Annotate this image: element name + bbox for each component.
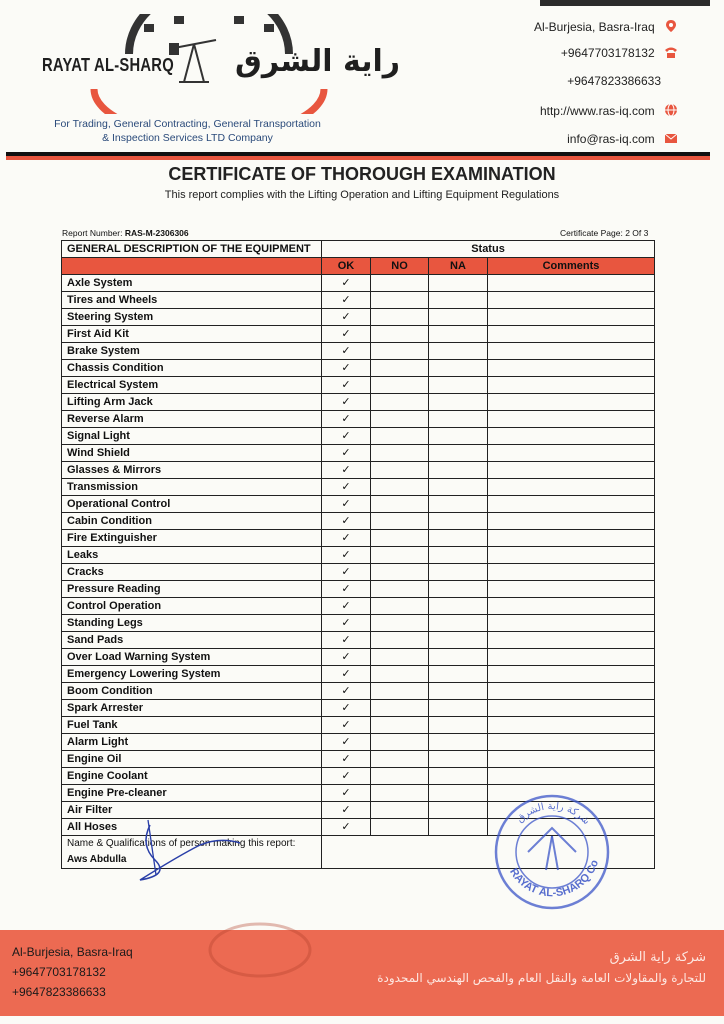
header-na: NA <box>429 258 488 275</box>
ok-check: ✓ <box>322 734 371 751</box>
item-name: Operational Control <box>62 496 322 513</box>
table-row <box>62 768 655 785</box>
ok-check: ✓ <box>322 547 371 564</box>
item-name: Cracks <box>62 564 322 581</box>
ok-check: ✓ <box>322 649 371 666</box>
na-cell <box>429 802 488 819</box>
ok-check: ✓ <box>322 462 371 479</box>
ok-check: ✓ <box>322 428 371 445</box>
brand-name: RAYAT AL-SHARQ <box>42 55 174 75</box>
report-number: Report Number: RAS-M-2306306 <box>62 228 189 238</box>
item-name: Lifting Arm Jack <box>62 394 322 411</box>
header-ok: OK <box>322 258 371 275</box>
no-cell <box>371 700 429 717</box>
comments-cell <box>488 326 655 343</box>
na-cell <box>429 649 488 666</box>
no-cell <box>371 819 429 836</box>
table-row <box>62 496 655 513</box>
no-cell <box>371 292 429 309</box>
item-name: Axle System <box>62 275 322 292</box>
header-divider-orange <box>6 156 710 160</box>
comments-cell <box>488 649 655 666</box>
item-name: Boom Condition <box>62 683 322 700</box>
ok-check: ✓ <box>322 751 371 768</box>
na-cell <box>429 564 488 581</box>
na-cell <box>429 309 488 326</box>
ok-check: ✓ <box>322 326 371 343</box>
item-name: Control Operation <box>62 598 322 615</box>
table-row <box>62 411 655 428</box>
location-pin-icon <box>664 19 678 33</box>
ok-check: ✓ <box>322 598 371 615</box>
comments-cell <box>488 513 655 530</box>
ok-check: ✓ <box>322 564 371 581</box>
na-cell <box>429 598 488 615</box>
no-cell <box>371 479 429 496</box>
item-name: Wind Shield <box>62 445 322 462</box>
ok-check: ✓ <box>322 292 371 309</box>
ok-check: ✓ <box>322 717 371 734</box>
table-row <box>62 598 655 615</box>
table-row <box>62 360 655 377</box>
comments-cell <box>488 615 655 632</box>
item-name: Over Load Warning System <box>62 649 322 666</box>
page-title: CERTIFICATE OF THOROUGH EXAMINATION <box>168 164 556 184</box>
no-cell <box>371 683 429 700</box>
item-name: Spark Arrester <box>62 700 322 717</box>
comments-cell <box>488 292 655 309</box>
no-cell <box>371 411 429 428</box>
no-cell <box>371 581 429 598</box>
ok-check: ✓ <box>322 275 371 292</box>
item-name: Sand Pads <box>62 632 322 649</box>
na-cell <box>429 377 488 394</box>
header-comments: Comments <box>488 258 655 275</box>
top-accent-bar <box>540 0 710 6</box>
item-name: Reverse Alarm <box>62 411 322 428</box>
table-subheader-row <box>62 258 655 275</box>
item-name: Signal Light <box>62 428 322 445</box>
table-row <box>62 700 655 717</box>
item-name: Air Filter <box>62 802 322 819</box>
na-cell <box>429 462 488 479</box>
comments-cell <box>488 564 655 581</box>
phone-icon <box>664 45 678 59</box>
na-cell <box>429 734 488 751</box>
no-cell <box>371 666 429 683</box>
item-name: Cabin Condition <box>62 513 322 530</box>
table-row <box>62 394 655 411</box>
na-cell <box>429 785 488 802</box>
na-cell <box>429 428 488 445</box>
mail-icon <box>664 131 678 145</box>
contact-email <box>567 131 678 146</box>
na-cell <box>429 326 488 343</box>
no-cell <box>371 360 429 377</box>
company-subtitle: For Trading, General Contracting, General Transportation & Inspection Services LTD Company <box>54 118 321 144</box>
ok-check: ✓ <box>322 819 371 836</box>
no-cell <box>371 496 429 513</box>
no-cell <box>371 309 429 326</box>
no-cell <box>371 377 429 394</box>
no-cell <box>371 343 429 360</box>
item-name: Alarm Light <box>62 734 322 751</box>
item-name: Engine Pre-cleaner <box>62 785 322 802</box>
table-row <box>62 649 655 666</box>
brand-name-arabic: راية الشرق <box>235 44 401 79</box>
website-link[interactable]: http://www.ras-iq.com <box>539 104 655 118</box>
ok-check: ✓ <box>322 530 371 547</box>
comments-cell <box>488 411 655 428</box>
table-header-row <box>62 241 655 258</box>
table-row <box>62 377 655 394</box>
item-name: Fire Extinguisher <box>62 530 322 547</box>
table-row <box>62 462 655 479</box>
contact-address: Al-Burjesia, Basra-Iraq <box>534 19 678 34</box>
item-name: Emergency Lowering System <box>62 666 322 683</box>
table-row <box>62 445 655 462</box>
inspector-label: Name & Qualifications of person making this report: <box>67 838 296 849</box>
watermark-seal <box>205 920 315 980</box>
ok-check: ✓ <box>322 377 371 394</box>
no-cell <box>371 734 429 751</box>
no-cell <box>371 326 429 343</box>
comments-cell <box>488 547 655 564</box>
item-name: Engine Coolant <box>62 768 322 785</box>
no-cell <box>371 751 429 768</box>
table-row <box>62 615 655 632</box>
ok-check: ✓ <box>322 581 371 598</box>
na-cell <box>429 343 488 360</box>
na-cell <box>429 360 488 377</box>
table-row <box>62 632 655 649</box>
item-name: Chassis Condition <box>62 360 322 377</box>
table-row <box>62 343 655 360</box>
na-cell <box>429 632 488 649</box>
footer-arabic: شركة راية الشرق للتجارة والمقاولات العامة والنقل العام والفحص الهندسي المحدودة <box>377 950 706 985</box>
comments-cell <box>488 479 655 496</box>
comments-cell <box>488 445 655 462</box>
ok-check: ✓ <box>322 632 371 649</box>
table-row <box>62 530 655 547</box>
item-name: Pressure Reading <box>62 581 322 598</box>
comments-cell <box>488 734 655 751</box>
table-row <box>62 547 655 564</box>
ok-check: ✓ <box>322 394 371 411</box>
contact-phone-2: +9647823386633 <box>567 74 661 88</box>
stamp-text: RAYAT AL-SHARQ Co <box>507 858 602 900</box>
na-cell <box>429 717 488 734</box>
table-row <box>62 734 655 751</box>
ok-check: ✓ <box>322 513 371 530</box>
item-name: Standing Legs <box>62 615 322 632</box>
comments-cell <box>488 700 655 717</box>
comments-cell <box>488 768 655 785</box>
comments-cell <box>488 632 655 649</box>
item-name: Glasses & Mirrors <box>62 462 322 479</box>
na-cell <box>429 479 488 496</box>
email-link[interactable]: info@ras-iq.com <box>567 132 655 146</box>
comments-cell <box>488 683 655 700</box>
na-cell <box>429 751 488 768</box>
ok-check: ✓ <box>322 615 371 632</box>
table-row <box>62 292 655 309</box>
table-row <box>62 581 655 598</box>
item-name: Leaks <box>62 547 322 564</box>
item-name: Brake System <box>62 343 322 360</box>
comments-cell <box>488 751 655 768</box>
ok-check: ✓ <box>322 445 371 462</box>
globe-icon <box>664 103 678 117</box>
ok-check: ✓ <box>322 343 371 360</box>
comments-cell <box>488 598 655 615</box>
item-name: Engine Oil <box>62 751 322 768</box>
no-cell <box>371 445 429 462</box>
page-subtitle: This report complies with the Lifting Operation and Lifting Equipment Regulations <box>164 189 560 201</box>
table-row <box>62 751 655 768</box>
header-status: Status <box>322 241 655 258</box>
table-row <box>62 717 655 734</box>
item-name: Electrical System <box>62 377 322 394</box>
no-cell <box>371 275 429 292</box>
oil-pump-icon <box>170 40 216 82</box>
na-cell <box>429 615 488 632</box>
item-name: All Hoses <box>62 819 322 836</box>
ok-check: ✓ <box>322 479 371 496</box>
ok-check: ✓ <box>322 309 371 326</box>
comments-cell <box>488 666 655 683</box>
no-cell <box>371 530 429 547</box>
item-name: Tires and Wheels <box>62 292 322 309</box>
comments-cell <box>488 360 655 377</box>
no-cell <box>371 802 429 819</box>
item-name: First Aid Kit <box>62 326 322 343</box>
header-blank <box>62 258 322 275</box>
item-name: Fuel Tank <box>62 717 322 734</box>
footer-contact: Al-Burjesia, Basra-Iraq +9647703178132 +9647823386633 <box>12 945 133 999</box>
header-no: NO <box>371 258 429 275</box>
comments-cell <box>488 275 655 292</box>
na-cell <box>429 513 488 530</box>
na-cell <box>429 547 488 564</box>
na-cell <box>429 411 488 428</box>
na-cell <box>429 496 488 513</box>
ok-check: ✓ <box>322 700 371 717</box>
comments-cell <box>488 496 655 513</box>
signature <box>120 815 250 885</box>
table-row <box>62 513 655 530</box>
comments-cell <box>488 581 655 598</box>
ok-check: ✓ <box>322 785 371 802</box>
certificate-page: Certificate Page: 2 Of 3 <box>560 228 649 238</box>
na-cell <box>429 581 488 598</box>
ok-check: ✓ <box>322 496 371 513</box>
no-cell <box>371 462 429 479</box>
no-cell <box>371 564 429 581</box>
stamp-arabic: شركة راية الشرق <box>514 801 592 828</box>
no-cell <box>371 394 429 411</box>
no-cell <box>371 428 429 445</box>
no-cell <box>371 598 429 615</box>
table-row <box>62 479 655 496</box>
comments-cell <box>488 343 655 360</box>
item-name: Transmission <box>62 479 322 496</box>
item-name: Steering System <box>62 309 322 326</box>
comments-cell <box>488 377 655 394</box>
na-cell <box>429 666 488 683</box>
na-cell <box>429 445 488 462</box>
comments-cell <box>488 428 655 445</box>
contact-website <box>540 103 678 118</box>
inspector-name: Aws Abdulla <box>67 854 127 865</box>
contact-phone-1: +9647703178132 <box>561 45 678 60</box>
ok-check: ✓ <box>322 802 371 819</box>
no-cell <box>371 717 429 734</box>
comments-cell <box>488 530 655 547</box>
na-cell <box>429 530 488 547</box>
no-cell <box>371 632 429 649</box>
comments-cell <box>488 717 655 734</box>
comments-cell <box>488 394 655 411</box>
no-cell <box>371 547 429 564</box>
table-row <box>62 683 655 700</box>
table-row <box>62 564 655 581</box>
no-cell <box>371 785 429 802</box>
no-cell <box>371 649 429 666</box>
table-row <box>62 666 655 683</box>
comments-cell <box>488 309 655 326</box>
na-cell <box>429 819 488 836</box>
table-row <box>62 326 655 343</box>
ok-check: ✓ <box>322 768 371 785</box>
no-cell <box>371 513 429 530</box>
table-row <box>62 428 655 445</box>
ok-check: ✓ <box>322 683 371 700</box>
na-cell <box>429 768 488 785</box>
na-cell <box>429 292 488 309</box>
equipment-table <box>61 240 655 869</box>
na-cell <box>429 683 488 700</box>
ok-check: ✓ <box>322 411 371 428</box>
na-cell <box>429 394 488 411</box>
ok-check: ✓ <box>322 666 371 683</box>
no-cell <box>371 615 429 632</box>
na-cell <box>429 275 488 292</box>
comments-cell <box>488 462 655 479</box>
header-description: GENERAL DESCRIPTION OF THE EQUIPMENT <box>62 241 322 258</box>
table-row <box>62 309 655 326</box>
ok-check: ✓ <box>322 360 371 377</box>
table-row <box>62 275 655 292</box>
no-cell <box>371 768 429 785</box>
na-cell <box>429 700 488 717</box>
company-stamp <box>488 792 616 912</box>
